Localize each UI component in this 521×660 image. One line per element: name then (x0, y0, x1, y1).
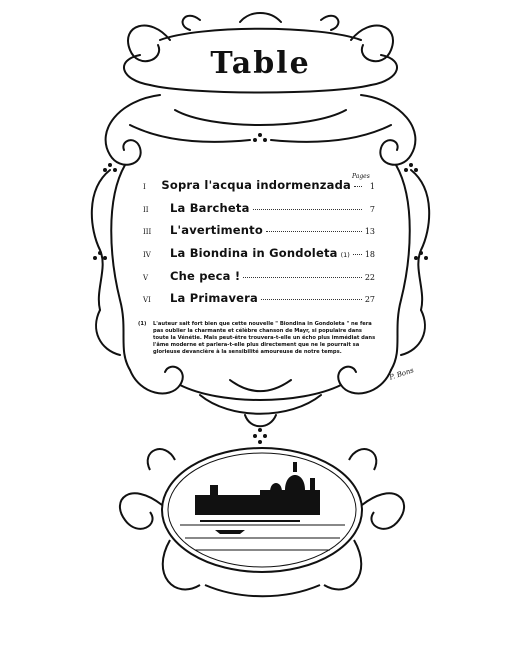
toc-leader (354, 186, 362, 187)
toc-title: Sopra l'acqua indormenzada (161, 178, 351, 192)
page-title: Table (210, 46, 311, 81)
table-of-contents (143, 178, 375, 314)
footnote (138, 321, 379, 356)
toc-entry[interactable] (143, 291, 375, 314)
toc-number: VI (143, 296, 151, 305)
toc-page: 1 (369, 182, 375, 191)
toc-footnote-ref: (1) (340, 251, 350, 260)
toc-number: I (143, 183, 146, 191)
pages-column-label: Pages (352, 173, 370, 180)
toc-number: II (143, 205, 149, 214)
toc-leader (243, 277, 362, 278)
toc-title: Che peca ! (170, 268, 241, 283)
toc-number: III (143, 228, 152, 237)
toc-entry[interactable] (143, 269, 375, 292)
toc-leader (353, 254, 362, 255)
toc-entry[interactable] (143, 246, 375, 269)
toc-title: La Barcheta (170, 200, 250, 215)
toc-title: La Primavera (170, 291, 259, 306)
toc-title: L'avertimento (170, 223, 263, 238)
toc-number: IV (143, 251, 151, 260)
footnote-mark: (1) (138, 321, 147, 327)
toc-leader (266, 231, 362, 232)
toc-number: V (143, 273, 149, 282)
toc-entry[interactable] (143, 178, 375, 201)
toc-leader (261, 299, 362, 300)
toc-page: 7 (369, 204, 375, 214)
toc-page: 18 (364, 250, 375, 260)
toc-page: 22 (364, 272, 375, 282)
toc-entry[interactable] (143, 201, 375, 224)
toc-page: 27 (364, 295, 375, 305)
artist-signature: P. Bons (388, 366, 415, 382)
toc-entry[interactable] (143, 223, 375, 246)
toc-page: 13 (364, 227, 375, 237)
toc-title: La Biondina in Gondoleta (170, 246, 338, 261)
toc-leader (253, 209, 362, 210)
footnote-text: L'auteur sait fort bien que cette nouvelle " Biondina in Gondoleta " ne fera pas oublier la charmante et célèbre chanson de Mayr, si populaire dans toute la Vénétie. Mais peut-être trouvera-t-elle un écho plus immédiat dans l'âme moderne et parlera-t-elle plus directement que ne le pourrait sa glorieuse devancière à la sensibilité amoureuse de notre temps. (153, 321, 376, 355)
